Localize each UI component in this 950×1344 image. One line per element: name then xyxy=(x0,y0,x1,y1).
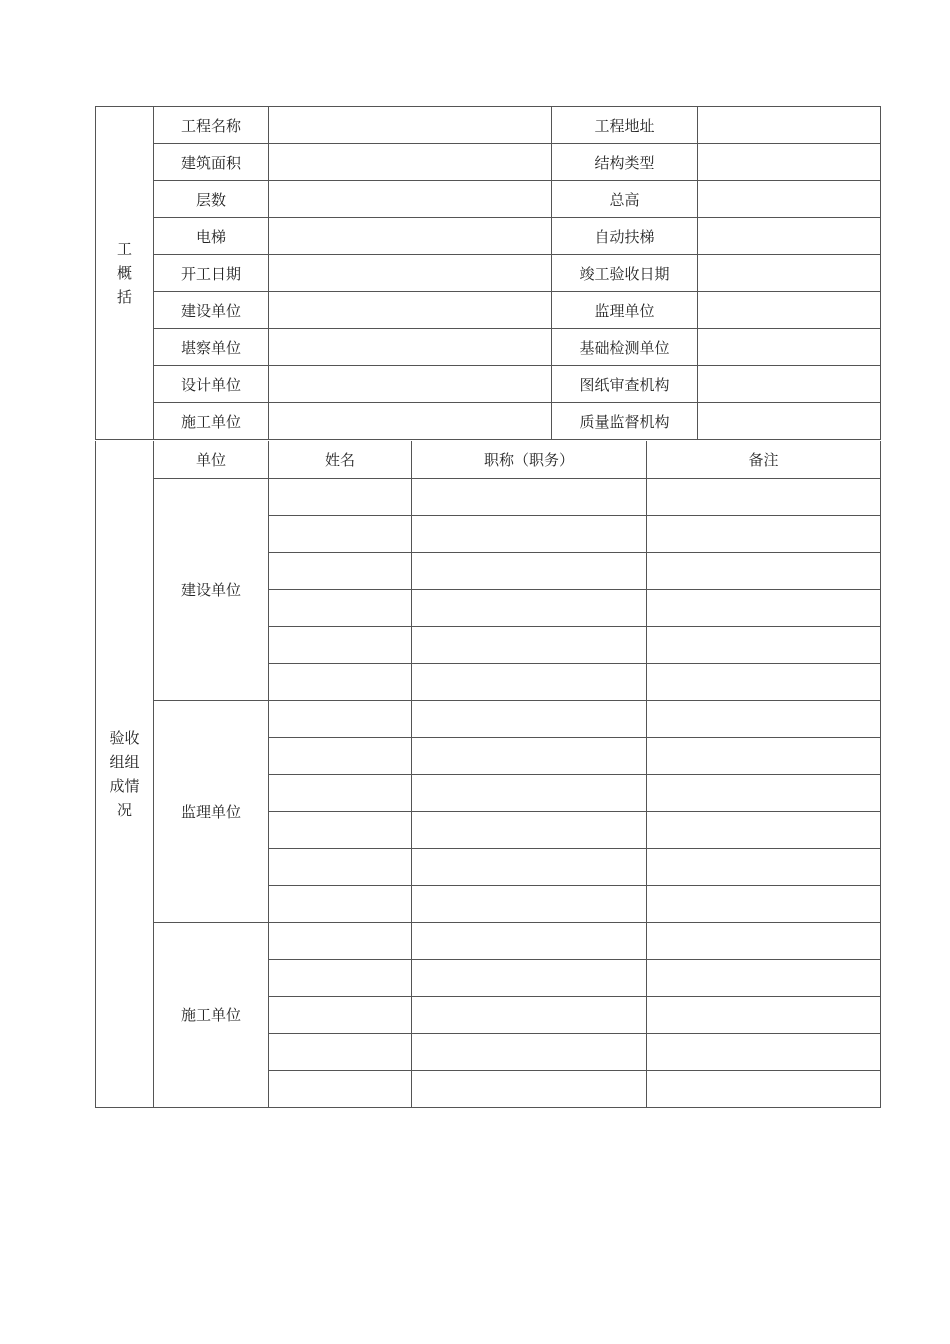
unit-label: 监理单位 xyxy=(154,700,269,922)
name-cell[interactable] xyxy=(269,774,412,811)
field-label: 质量监督机构 xyxy=(552,403,698,440)
title-cell[interactable] xyxy=(412,959,647,996)
remark-cell[interactable] xyxy=(647,1033,881,1070)
name-cell[interactable] xyxy=(269,959,412,996)
title-cell[interactable] xyxy=(412,848,647,885)
field-label: 开工日期 xyxy=(154,255,269,292)
remark-cell[interactable] xyxy=(647,959,881,996)
field-label: 总高 xyxy=(552,181,698,218)
field-label: 电梯 xyxy=(154,218,269,255)
remark-cell[interactable] xyxy=(647,774,881,811)
table-row xyxy=(96,700,881,737)
field-value-cell[interactable] xyxy=(269,292,552,329)
remark-cell[interactable] xyxy=(647,737,881,774)
remark-cell[interactable] xyxy=(647,811,881,848)
field-label: 图纸审查机构 xyxy=(552,366,698,403)
remark-cell[interactable] xyxy=(647,589,881,626)
overview-row xyxy=(96,255,881,292)
field-value-cell[interactable] xyxy=(269,366,552,403)
overview-row xyxy=(96,218,881,255)
field-label: 堪察单位 xyxy=(154,329,269,366)
section-label-line: 工 xyxy=(116,240,132,258)
field-label: 自动扶梯 xyxy=(552,218,698,255)
overview-row xyxy=(96,403,881,440)
field-value-cell[interactable] xyxy=(698,107,881,144)
field-value-cell[interactable] xyxy=(269,329,552,366)
name-cell[interactable] xyxy=(269,1070,412,1107)
section-label-line: 组组 xyxy=(109,752,140,771)
field-label: 建设单位 xyxy=(154,292,269,329)
field-value-cell[interactable] xyxy=(698,181,881,218)
overview-row xyxy=(96,181,881,218)
overview-row xyxy=(96,144,881,181)
remark-cell[interactable] xyxy=(647,663,881,700)
remark-cell[interactable] xyxy=(647,922,881,959)
remark-cell[interactable] xyxy=(647,848,881,885)
table-row xyxy=(96,922,881,959)
title-cell[interactable] xyxy=(412,737,647,774)
title-cell[interactable] xyxy=(412,589,647,626)
remark-cell[interactable] xyxy=(647,626,881,663)
title-cell[interactable] xyxy=(412,700,647,737)
field-label: 建筑面积 xyxy=(154,144,269,181)
title-cell[interactable] xyxy=(412,626,647,663)
name-cell[interactable] xyxy=(269,700,412,737)
acceptance-section-label xyxy=(96,441,154,1107)
header-unit: 单位 xyxy=(154,441,269,478)
field-label: 设计单位 xyxy=(154,366,269,403)
field-label: 工程名称 xyxy=(154,107,269,144)
name-cell[interactable] xyxy=(269,478,412,515)
field-label: 工程地址 xyxy=(552,107,698,144)
section-label-line: 况 xyxy=(116,800,132,819)
name-cell[interactable] xyxy=(269,922,412,959)
remark-cell[interactable] xyxy=(647,478,881,515)
section-label-line: 括 xyxy=(116,288,132,306)
field-label: 结构类型 xyxy=(552,144,698,181)
name-cell[interactable] xyxy=(269,885,412,922)
field-value-cell[interactable] xyxy=(698,403,881,440)
header-title: 职称（职务） xyxy=(412,441,647,478)
title-cell[interactable] xyxy=(412,922,647,959)
field-label: 层数 xyxy=(154,181,269,218)
field-value-cell[interactable] xyxy=(698,218,881,255)
field-value-cell[interactable] xyxy=(698,366,881,403)
name-cell[interactable] xyxy=(269,737,412,774)
name-cell[interactable] xyxy=(269,626,412,663)
overview-row xyxy=(96,107,881,144)
header-name: 姓名 xyxy=(269,441,412,478)
field-value-cell[interactable] xyxy=(269,107,552,144)
field-value-cell[interactable] xyxy=(269,403,552,440)
unit-label: 施工单位 xyxy=(154,922,269,1107)
section-label-line: 验收 xyxy=(109,728,140,747)
title-cell[interactable] xyxy=(412,885,647,922)
header-remark: 备注 xyxy=(647,441,881,478)
field-value-cell[interactable] xyxy=(269,218,552,255)
name-cell[interactable] xyxy=(269,515,412,552)
name-cell[interactable] xyxy=(269,589,412,626)
field-label: 施工单位 xyxy=(154,403,269,440)
section-label-line: 概 xyxy=(116,264,132,282)
overview-row xyxy=(96,366,881,403)
title-cell[interactable] xyxy=(412,774,647,811)
name-cell[interactable] xyxy=(269,811,412,848)
title-cell[interactable] xyxy=(412,478,647,515)
title-cell[interactable] xyxy=(412,515,647,552)
title-cell[interactable] xyxy=(412,811,647,848)
title-cell[interactable] xyxy=(412,663,647,700)
name-cell[interactable] xyxy=(269,1033,412,1070)
unit-label: 建设单位 xyxy=(154,478,269,700)
name-cell[interactable] xyxy=(269,996,412,1033)
section-label-line: 成情 xyxy=(109,776,140,795)
title-cell[interactable] xyxy=(412,996,647,1033)
remark-cell[interactable] xyxy=(647,552,881,589)
acceptance-header-row xyxy=(96,441,881,478)
field-label: 监理单位 xyxy=(552,292,698,329)
remark-cell[interactable] xyxy=(647,515,881,552)
remark-cell[interactable] xyxy=(647,885,881,922)
field-value-cell[interactable] xyxy=(698,329,881,366)
acceptance-team-table xyxy=(95,441,881,1108)
overview-section-label xyxy=(96,107,154,440)
table-row xyxy=(96,478,881,515)
remark-cell[interactable] xyxy=(647,996,881,1033)
name-cell[interactable] xyxy=(269,663,412,700)
field-label: 基础检测单位 xyxy=(552,329,698,366)
project-overview-table xyxy=(95,106,881,440)
field-value-cell[interactable] xyxy=(269,144,552,181)
field-label: 竣工验收日期 xyxy=(552,255,698,292)
title-cell[interactable] xyxy=(412,1033,647,1070)
remark-cell[interactable] xyxy=(647,700,881,737)
field-value-cell[interactable] xyxy=(698,292,881,329)
name-cell[interactable] xyxy=(269,552,412,589)
field-value-cell[interactable] xyxy=(698,255,881,292)
overview-row xyxy=(96,292,881,329)
field-value-cell[interactable] xyxy=(698,144,881,181)
remark-cell[interactable] xyxy=(647,1070,881,1107)
title-cell[interactable] xyxy=(412,1070,647,1107)
field-value-cell[interactable] xyxy=(269,181,552,218)
name-cell[interactable] xyxy=(269,848,412,885)
overview-row xyxy=(96,329,881,366)
field-value-cell[interactable] xyxy=(269,255,552,292)
title-cell[interactable] xyxy=(412,552,647,589)
